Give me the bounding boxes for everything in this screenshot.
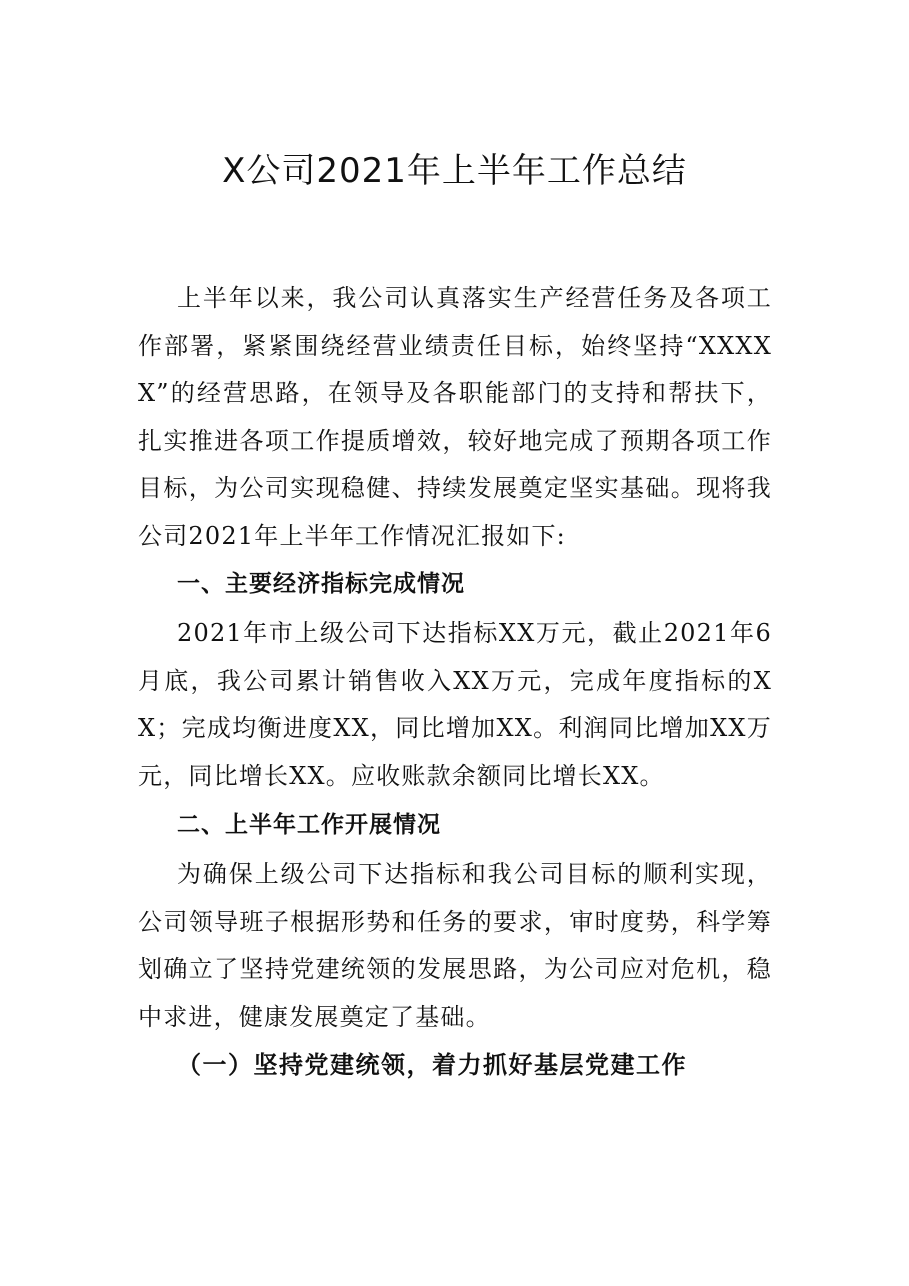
page-title: X公司2021年上半年工作总结 <box>222 151 687 191</box>
section-heading-economic-indicators: 一、主要经济指标完成情况 <box>177 571 465 597</box>
intro-paragraph: 上半年以来，我公司认真落实生产经营任务及各项工作部署，紧紧围绕经营业绩责任目标，始终坚持“XXXXX”的经营思路，在领导及各职能部门的支持和帮扶下，扎实推进各项工作提质增效，较好地完成了预期各项工作目标，为公司实现稳健、持续发展奠定坚实基础。现将我公司2021年上半年工作情况汇报如下: <box>138 284 772 550</box>
work-progress-paragraph: 为确保上级公司下达指标和我公司目标的顺利实现，公司领导班子根据形势和任务的要求，审时度势，科学筹划确立了坚持党建统领的发展思路，为公司应对危机，稳中求进，健康发展奠定了基础。 <box>138 860 772 1031</box>
section-heading-work-progress: 二、上半年工作开展情况 <box>177 812 441 838</box>
subsection-heading-party-building: （一）坚持党建统领，着力抓好基层党建工作 <box>177 1051 687 1079</box>
economic-indicators-paragraph: 2021年市上级公司下达指标XX万元，截止2021年6月底，我公司累计销售收入XX万元，完成年度指标的XX；完成均衡进度XX，同比增加XX。利润同比增加XX万元，同比增长XX。应收账款余额同比增长XX。 <box>138 619 772 790</box>
